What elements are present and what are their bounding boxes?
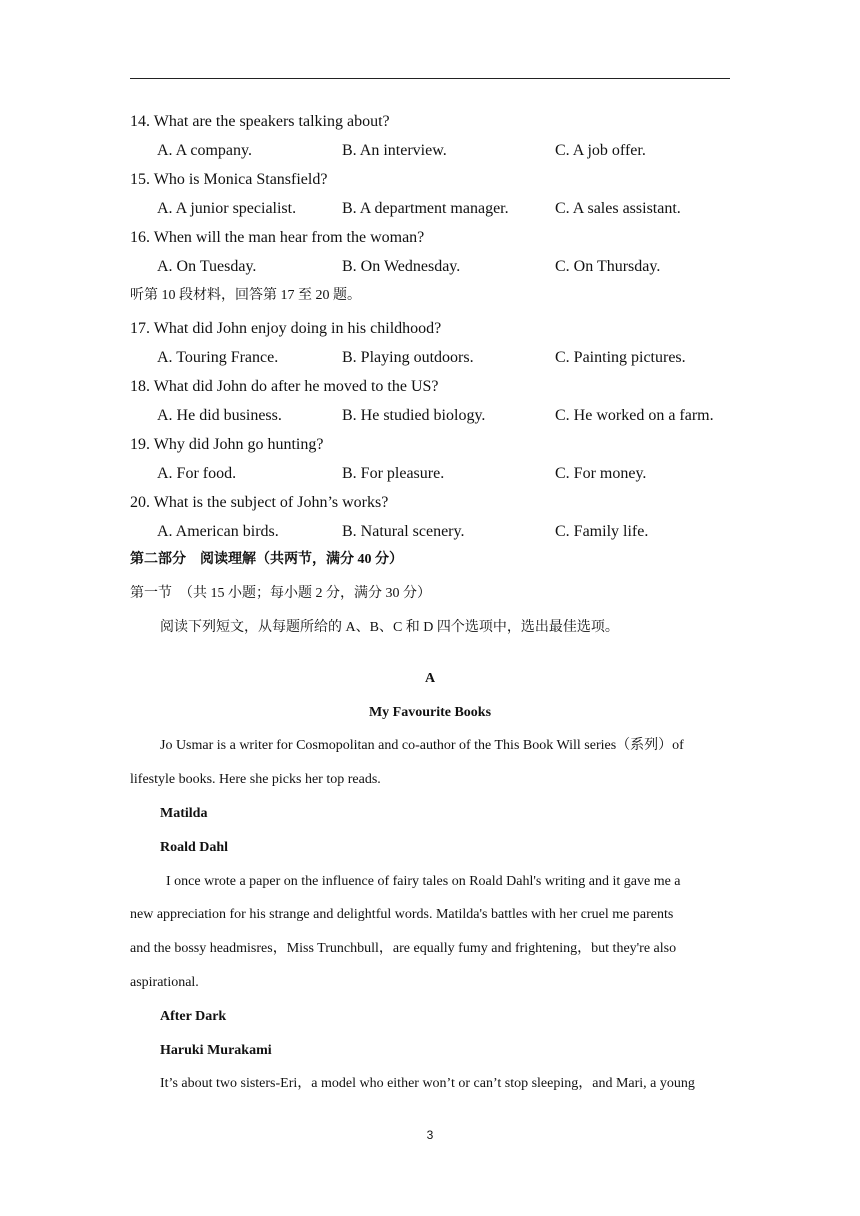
question-19: 19. Why did John go hunting? — [130, 436, 324, 453]
option-c: C. Family life. — [555, 523, 649, 540]
book-author: Roald Dahl — [160, 840, 229, 855]
section1-title: 第一节 （共 15 小题；每小题 2 分，满分 30 分） — [130, 586, 431, 601]
question-20: 20. What is the subject of John’s works? — [130, 494, 389, 511]
option-a: A. American birds. — [157, 523, 279, 540]
passage-intro-line: lifestyle books. Here she picks her top reads. — [130, 772, 381, 787]
passage-letter: A — [424, 671, 436, 686]
question-16: 16. When will the man hear from the woman? — [130, 229, 425, 246]
option-a: A. He did business. — [157, 407, 282, 424]
option-c: C. A job offer. — [555, 142, 646, 159]
passage-line: and the bossy headmisres，Miss Trunchbull，are equally fumy and frightening，but they're also — [130, 941, 677, 956]
passage-line: aspirational. — [130, 975, 199, 990]
option-c: C. Painting pictures. — [555, 349, 686, 366]
option-a: A. For food. — [157, 465, 237, 482]
passage-intro-line: Jo Usmar is a writer for Cosmopolitan and co-author of the This Book Will series（系列）of — [160, 738, 684, 753]
option-b: B. For pleasure. — [342, 465, 445, 482]
option-b: B. Natural scenery. — [342, 523, 465, 540]
option-a: A. Touring France. — [157, 349, 279, 366]
option-a: A. A company. — [157, 142, 252, 159]
instruction: 阅读下列短文，从每题所给的 A、B、C 和 D 四个选项中，选出最佳选项。 — [160, 620, 619, 635]
option-b: B. Playing outdoors. — [342, 349, 474, 366]
option-c: C. On Thursday. — [555, 258, 661, 275]
part2-title: 第二部分 阅读理解（共两节，满分 40 分） — [130, 552, 403, 567]
question-18: 18. What did John do after he moved to the US? — [130, 378, 439, 395]
option-a: A. On Tuesday. — [157, 258, 257, 275]
section-note: 听第 10 段材料，回答第 17 至 20 题。 — [130, 288, 361, 303]
option-b: B. On Wednesday. — [342, 258, 461, 275]
question-15: 15. Who is Monica Stansfield? — [130, 171, 328, 188]
passage-line: new appreciation for his strange and delightful words. Matilda's battles with her cruel me parents — [130, 907, 674, 922]
page-number: 3 — [426, 1128, 434, 1142]
header-rule — [130, 78, 730, 79]
option-b: B. An interview. — [342, 142, 447, 159]
option-a: A. A junior specialist. — [157, 200, 297, 217]
passage-title: My Favourite Books — [368, 705, 492, 720]
book-title: After Dark — [160, 1009, 227, 1024]
option-c: C. A sales assistant. — [555, 200, 681, 217]
option-c: C. He worked on a farm. — [555, 407, 714, 424]
question-17: 17. What did John enjoy doing in his childhood? — [130, 320, 442, 337]
option-b: B. He studied biology. — [342, 407, 486, 424]
book-title: Matilda — [160, 806, 208, 821]
passage-line: It’s about two sisters-Eri，a model who either won’t or can’t stop sleeping，and Mari, a young — [160, 1076, 695, 1091]
book-author: Haruki Murakami — [160, 1043, 272, 1058]
option-c: C. For money. — [555, 465, 647, 482]
passage-line: I once wrote a paper on the influence of fairy tales on Roald Dahl's writing and it gave me a — [166, 874, 681, 889]
question-14: 14. What are the speakers talking about? — [130, 113, 390, 130]
option-b: B. A department manager. — [342, 200, 509, 217]
